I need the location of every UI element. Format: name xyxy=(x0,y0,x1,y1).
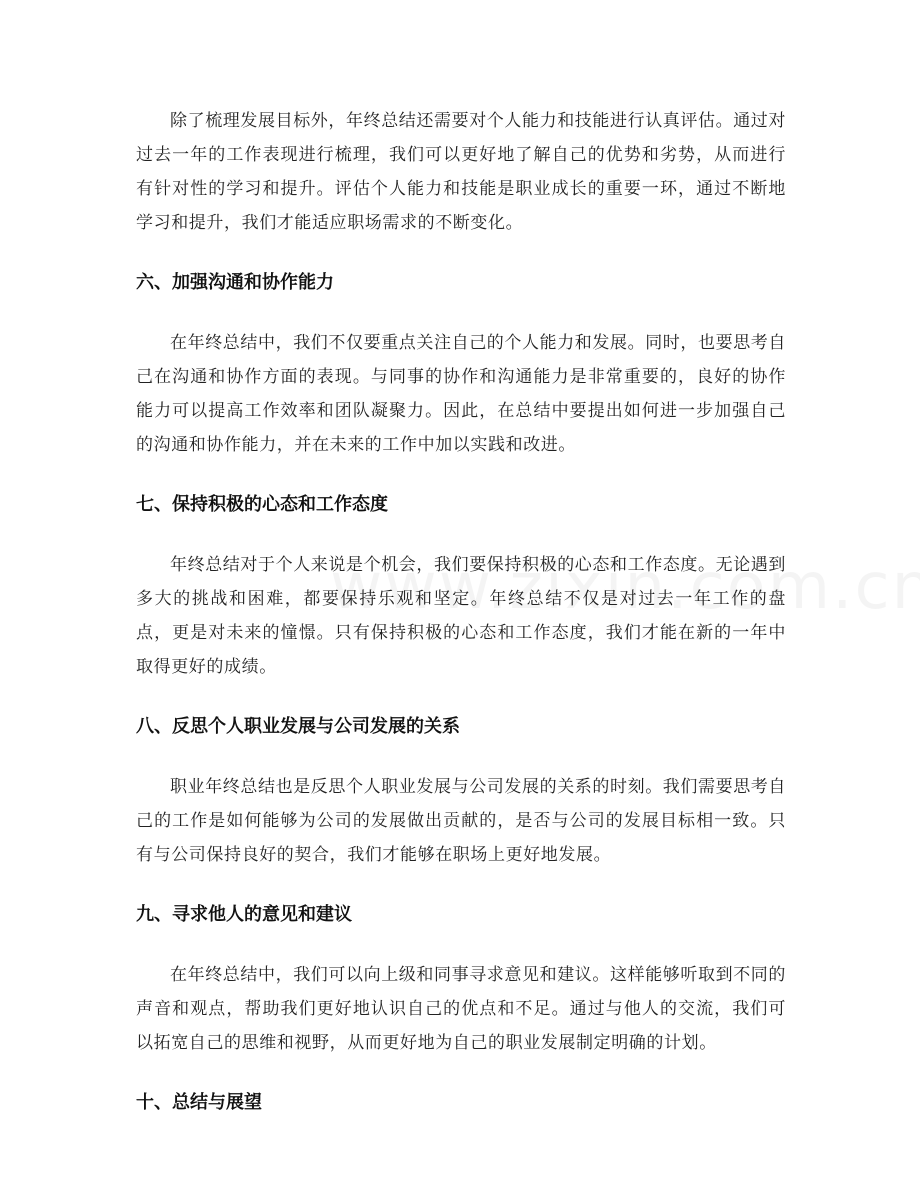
section-heading-10: 十、总结与展望 xyxy=(136,1092,262,1113)
section-heading-6: 六、加强沟通和协作能力 xyxy=(136,272,334,293)
section-heading-7: 七、保持积极的心态和工作态度 xyxy=(136,494,388,515)
section-heading-9: 九、寻求他人的意见和建议 xyxy=(136,904,352,925)
paragraph-intro: 除了梳理发展目标外，年终总结还需要对个人能力和技能进行认真评估。通过对过去一年的工作表现进行梳理，我们可以更好地了解自己的优势和劣势，从而进行有针对性的学习和提升。评估个人能力和技能是职业成长的重要一环，通过不断地学习和提升，我们才能适应职场需求的不断变化。 xyxy=(136,111,786,233)
document-body xyxy=(136,104,786,1120)
section-heading-8: 八、反思个人职业发展与公司发展的关系 xyxy=(136,716,460,737)
paragraph-section-9: 在年终总结中，我们可以向上级和同事寻求意见和建议。这样能够听取到不同的声音和观点，帮助我们更好地认识自己的优点和不足。通过与他人的交流，我们可以拓宽自己的思维和视野，从而更好地为自己的职业发展制定明确的计划。 xyxy=(136,965,786,1053)
paragraph-section-8: 职业年终总结也是反思个人职业发展与公司发展的关系的时刻。我们需要思考自己的工作是如何能够为公司的发展做出贡献的，是否与公司的发展目标相一致。只有与公司保持良好的契合，我们才能够在职场上更好地发展。 xyxy=(136,777,786,865)
paragraph-section-7: 年终总结对于个人来说是个机会，我们要保持积极的心态和工作态度。无论遇到多大的挑战和困难，都要保持乐观和坚定。年终总结不仅是对过去一年工作的盘点，更是对未来的憧憬。只有保持积极的心态和工作态度，我们才能在新的一年中取得更好的成绩。 xyxy=(136,555,786,677)
paragraph-section-6: 在年终总结中，我们不仅要重点关注自己的个人能力和发展。同时，也要思考自己在沟通和协作方面的表现。与同事的协作和沟通能力是非常重要的，良好的协作能力可以提高工作效率和团队凝聚力。因此，在总结中要提出如何进一步加强自己的沟通和协作能力，并在未来的工作中加以实践和改进。 xyxy=(136,333,786,455)
